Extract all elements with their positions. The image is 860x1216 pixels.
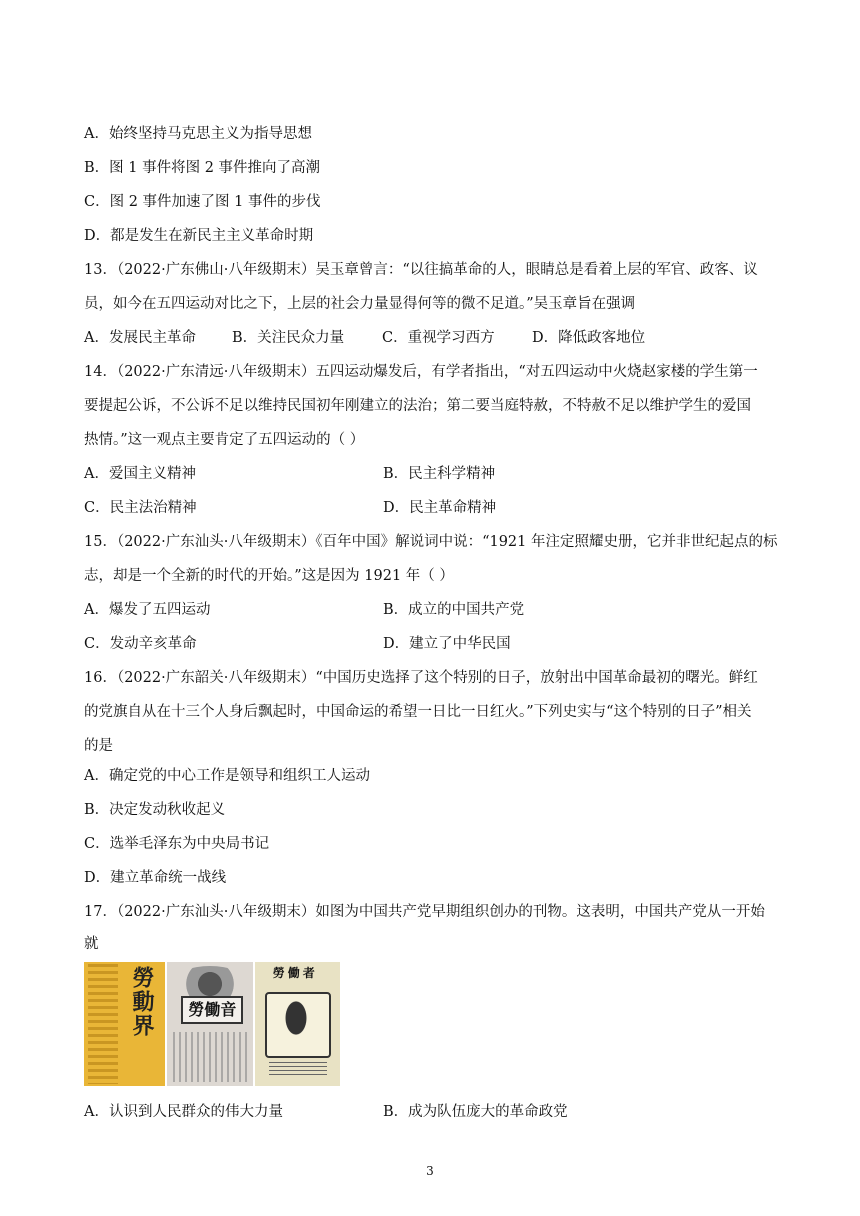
q15-option-d: D．建立了中华民国	[383, 636, 511, 652]
q15-stem-line1: 15．（2022·广东汕头·八年级期末）《百年中国》解说词中说：“1921 年注定照耀史册，它并非世纪起点的标	[84, 534, 778, 550]
q15-option-a: A．爆发了五四运动	[84, 602, 211, 618]
q17-option-b: B．成为队伍庞大的革命政党	[383, 1104, 568, 1120]
q15-option-c: C．发动辛亥革命	[84, 636, 197, 652]
q14-option-a: A．爱国主义精神	[84, 466, 196, 482]
q12-option-b: B．图 1 事件将图 2 事件推向了高潮	[84, 160, 321, 176]
q13-option-c: C．重视学习西方	[382, 330, 495, 346]
q14-stem-line1: 14．（2022·广东清远·八年级期末）五四运动爆发后，有学者指出，“对五四运动中火烧赵家楼的学生第一	[84, 364, 758, 380]
q12-option-d: D．都是发生在新民主主义革命时期	[84, 228, 314, 244]
q12-option-c: C．图 2 事件加速了图 1 事件的步伐	[84, 194, 321, 210]
q16-option-d: D．建立革命统一战线	[84, 870, 227, 886]
periodical-cover-3	[255, 962, 340, 1086]
q16-stem-line3: 的是	[84, 738, 113, 754]
worker-figure-illustration	[277, 998, 315, 1048]
smoke-illustration	[175, 966, 245, 996]
periodical-cover-1	[84, 962, 165, 1086]
q14-stem-line3: 热情。”这一观点主要肯定了五四运动的（ ）	[84, 432, 365, 448]
q17-periodicals-image	[84, 962, 340, 1086]
q15-option-b: B．成立的中国共产党	[383, 602, 525, 618]
q14-option-b: B．民主科学精神	[383, 466, 496, 482]
q15-stem-line2: 志，却是一个全新的时代的开始。”这是因为 1921 年（ ）	[84, 568, 454, 584]
q13-stem-line2: 员，如今在五四运动对比之下，上层的社会力量显得何等的微不足道。”吴玉章旨在强调	[84, 296, 636, 312]
q14-stem-line2: 要提起公诉，不公诉不足以维持民国初年刚建立的法治；第二要当庭特赦，不特赦不足以维护学生的爱国	[84, 398, 751, 414]
q16-stem-line1: 16．（2022·广东韶关·八年级期末）“中国历史选择了这个特别的日子，放射出中国革命最初的曙光。鲜红	[84, 670, 758, 686]
q17-option-a: A．认识到人民群众的伟大力量	[84, 1104, 283, 1120]
publication-info-decoration	[269, 1062, 327, 1078]
text-columns-decoration	[88, 964, 118, 1084]
page-number: 3	[426, 1164, 434, 1178]
periodical-3-title: 勞働者	[272, 966, 318, 980]
q14-option-c: C．民主法治精神	[84, 500, 197, 516]
q13-option-a: A．发展民主革命	[84, 330, 196, 346]
q16-option-c: C．选举毛泽东为中央局书记	[84, 836, 270, 852]
periodical-2-title: 勞働音	[181, 996, 243, 1024]
q13-option-b: B．关注民众力量	[232, 330, 345, 346]
illustration-base	[173, 1032, 247, 1082]
periodical-1-title: 勞動界	[129, 966, 154, 1038]
q17-stem-line1: 17．（2022·广东汕头·八年级期末）如图为中国共产党早期组织创办的刊物。这表明，中国共产党从一开始	[84, 904, 765, 920]
q16-stem-line2: 的党旗自从在十三个人身后飘起时，中国命运的希望一日比一日红火。”下列史实与“这个特别的日子”相关	[84, 704, 752, 720]
q16-option-a: A．确定党的中心工作是领导和组织工人运动	[84, 768, 370, 784]
q14-option-d: D．民主革命精神	[383, 500, 497, 516]
q17-stem-line2: 就	[84, 936, 99, 952]
periodical-cover-2	[167, 962, 252, 1086]
q13-stem-line1: 13．（2022·广东佛山·八年级期末）吴玉章曾言：“以往搞革命的人，眼睛总是看着上层的军官、政客、议	[84, 262, 758, 278]
q16-option-b: B．决定发动秋收起义	[84, 802, 226, 818]
q12-option-a: A．始终坚持马克思主义为指导思想	[84, 126, 312, 142]
q13-option-d: D．降低政客地位	[532, 330, 646, 346]
